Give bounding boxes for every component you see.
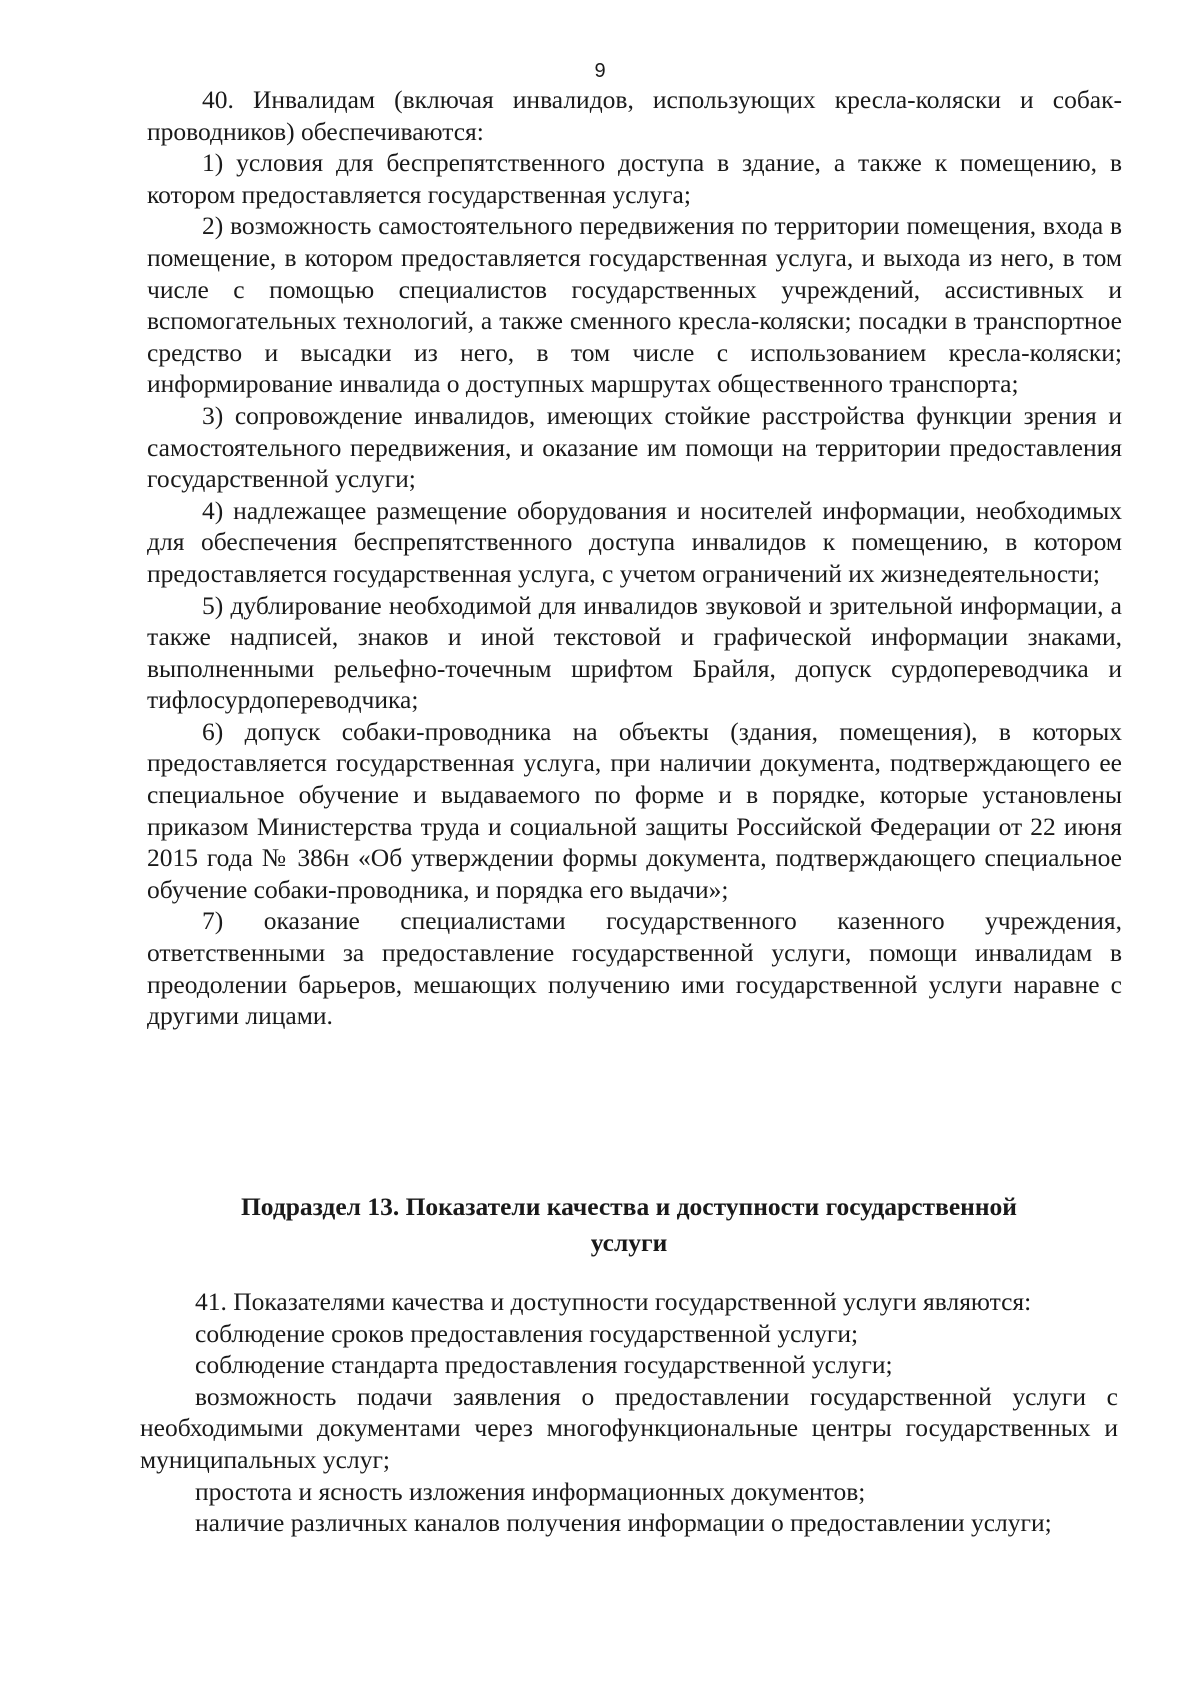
paragraph-40-5: 5) дублирование необходимой для инвалидов звуковой и зрительной информации, а также надписей, знаков и иной текстовой и графической информации знаками, выполненными рельефно-точечным шрифтом Брайля, допуск сурдопереводчика и тифлосурдопереводчика;: [147, 590, 1122, 715]
paragraph-40: 40. Инвалидам (включая инвалидов, использующих кресла-коляски и собак-проводников) обеспечиваются:: [147, 85, 1122, 146]
paragraph-41-mfc: возможность подачи заявления о предоставлении государственной услуги с необходимыми документами через многофункциональные центры государственных и муниципальных услуг;: [140, 1381, 1118, 1474]
paragraph-40-3: 3) сопровождение инвалидов, имеющих стойкие расстройства функции зрения и самостоятельного передвижения, и оказание им помощи на территории предоставления государственной услуги;: [147, 400, 1122, 494]
section-heading-line-1: Подраздел 13. Показатели качества и доступности государственной: [240, 1192, 1018, 1221]
paragraph-41-deadlines: соблюдение сроков предоставления государственной услуги;: [195, 1318, 859, 1348]
paragraph-40-2: 2) возможность самостоятельного передвижения по территории помещения, входа в помещение, в котором предоставляется государственная услуга, и выхода из него, в том числе с помощью специалистов государственных учреждений, ассистивных и вспомогательных технологий, а также сменного кресла-коляски; посадки в транспортное средство и высадки из него, в том числе с использованием кресла-коляски; информирование инвалида о доступных маршрутах общественного транспорта;: [147, 211, 1122, 399]
paragraph-40-1: 1) условия для беспрепятственного доступа в здание, а также к помещению, в котором предоставляется государственная услуга;: [147, 148, 1122, 209]
paragraph-41-clarity: простота и ясность изложения информационных документов;: [195, 1476, 866, 1506]
paragraph-41-channels: наличие различных каналов получения информации о предоставлении услуги;: [195, 1508, 1052, 1538]
item-41-section: [140, 1286, 1118, 1539]
paragraph-41-standard: соблюдение стандарта предоставления государственной услуги;: [195, 1350, 893, 1380]
paragraph-40-6: 6) допуск собаки-проводника на объекты (здания, помещения), в которых предоставляется государственная услуга, при наличии документа, подтверждающего ее специальное обучение и выдаваемого по форме и в порядке, которые установлены приказом Министерства труда и социальной защиты Российской Федерации от 22 июня 2015 года № 386н «Об утверждении формы документа, подтверждающего специальное обучение собаки-проводника, и порядка его выдачи»;: [147, 716, 1122, 904]
page-number: 9: [594, 60, 606, 82]
paragraph-41: 41. Показателями качества и доступности государственной услуги являются:: [195, 1287, 1032, 1316]
section-heading: [140, 1189, 1118, 1261]
paragraph-40-4: 4) надлежащее размещение оборудования и носителей информации, необходимых для обеспечения беспрепятственного доступа инвалидов к помещению, в котором предоставляется государственная услуга, с учетом ограничений их жизнедеятельности;: [147, 495, 1122, 588]
paragraph-40-7: 7) оказание специалистами государственного казенного учреждения, ответственными за предоставление государственной услуги, помощи инвалидам в преодолении барьеров, мешающих получению ими государственной услуги наравне с другими лицами.: [147, 906, 1122, 1031]
item-40-section: [147, 84, 1122, 1032]
section-heading-line-2: услуги: [590, 1228, 668, 1257]
